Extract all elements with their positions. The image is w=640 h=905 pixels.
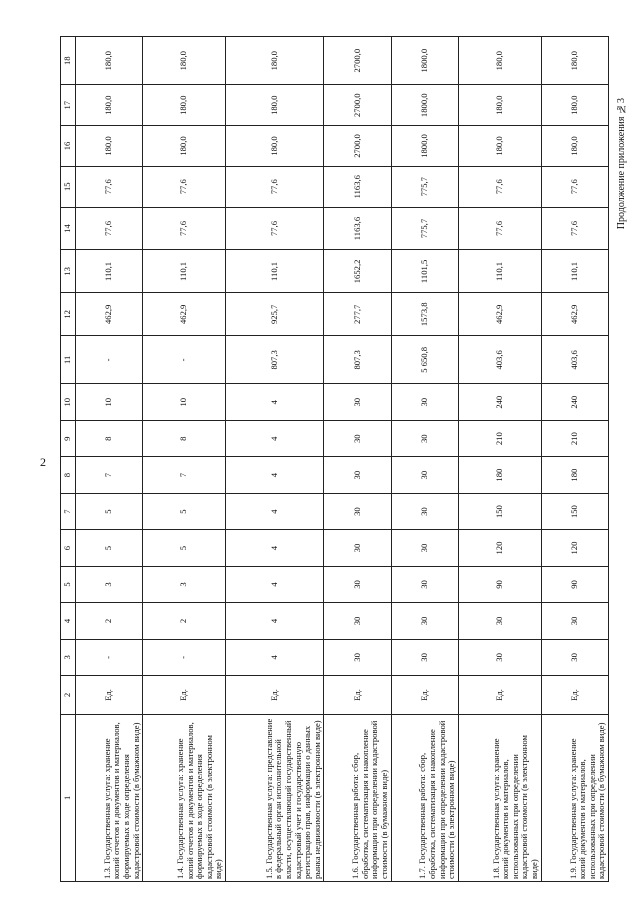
row-name-cell: 1.6. Государственная работа: сбор, обработка, систематизация и накопление информации при определении кадастровой стоимости (в бумажном виде): [324, 714, 391, 881]
table-row: [76, 37, 143, 882]
table-cell: 240: [458, 384, 541, 420]
table-cell: 77,6: [458, 207, 541, 250]
table-cell: 110,1: [76, 250, 143, 293]
table-cell: 77,6: [226, 207, 324, 250]
row-name-cell: 1.7. Государственная работа: сбор, обработка, систематизация и накопление информации при определении кадастровой стоимости (в электронном виде): [391, 714, 458, 881]
table-cell: 30: [391, 457, 458, 493]
table-cell: Ед.: [76, 676, 143, 715]
table-cell: 150: [541, 493, 608, 529]
table-cell: 10: [76, 384, 143, 420]
row-name-cell: 1.9. Государственная услуга: хранение копий документов и материалов, использованных при определении кадастровой стоимости (в бумажном виде): [541, 714, 608, 881]
table-cell: 462,9: [76, 293, 143, 336]
table-cell: 2: [143, 603, 226, 639]
table-cell: 30: [391, 566, 458, 602]
table-cell: 4: [226, 639, 324, 675]
table-cell: -: [143, 336, 226, 384]
table-cell: 180,0: [541, 85, 608, 126]
table-cell: 110,1: [143, 250, 226, 293]
table-cell: 2700,0: [324, 85, 391, 126]
table-cell: 30: [541, 603, 608, 639]
row-name-cell: 1.8. Государственная услуга: хранение копий документов и материалов, использованных при определении кадастровой стоимости (в электронном виде): [458, 714, 541, 881]
column-header: 13: [61, 250, 76, 293]
table-cell: 1163,6: [324, 207, 391, 250]
table-cell: 180,0: [226, 85, 324, 126]
table-cell: -: [76, 639, 143, 675]
table-cell: 77,6: [76, 166, 143, 207]
table-cell: 77,6: [458, 166, 541, 207]
table-cell: 7: [76, 457, 143, 493]
table-cell: 3: [76, 566, 143, 602]
table-cell: 30: [324, 420, 391, 456]
table-cell: 30: [541, 639, 608, 675]
table-cell: 462,9: [458, 293, 541, 336]
table-row: [391, 37, 458, 882]
table-cell: 90: [541, 566, 608, 602]
table-cell: 403,6: [458, 336, 541, 384]
table-cell: 5: [76, 493, 143, 529]
table-cell: 462,9: [541, 293, 608, 336]
table-cell: 5 650,8: [391, 336, 458, 384]
table-cell: 210: [541, 420, 608, 456]
table-cell: 180,0: [143, 126, 226, 167]
table-cell: 5: [143, 530, 226, 566]
table-cell: 180,0: [76, 37, 143, 85]
table-cell: 8: [76, 420, 143, 456]
table-cell: 180,0: [541, 37, 608, 85]
table-cell: 180,0: [226, 37, 324, 85]
table-row: [226, 37, 324, 882]
column-header: 10: [61, 384, 76, 420]
column-header: 15: [61, 166, 76, 207]
table-cell: Ед.: [541, 676, 608, 715]
table-cell: 8: [143, 420, 226, 456]
table-cell: 77,6: [76, 207, 143, 250]
table-cell: 10: [143, 384, 226, 420]
column-header: 16: [61, 126, 76, 167]
table-cell: 4: [226, 457, 324, 493]
table-cell: 110,1: [541, 250, 608, 293]
table-cell: 77,6: [541, 207, 608, 250]
table-cell: 30: [458, 603, 541, 639]
table-row: [458, 37, 541, 882]
table-cell: 3: [143, 566, 226, 602]
table-cell: Ед.: [458, 676, 541, 715]
table-cell: 4: [226, 420, 324, 456]
table-cell: 30: [391, 420, 458, 456]
table-cell: 30: [324, 603, 391, 639]
column-header: 9: [61, 420, 76, 456]
table-cell: 77,6: [143, 207, 226, 250]
table-cell: 4: [226, 530, 324, 566]
table-cell: 180,0: [226, 126, 324, 167]
table-row: [324, 37, 391, 882]
column-header: 5: [61, 566, 76, 602]
row-name-cell: 1.5. Государственная услуга: представление в федеральный орган исполнительной власти, осуществляющий государственный кадастровый учет и государственную регистрацию прав, информации о данных рынка недвижимости (в электронном виде): [226, 714, 324, 881]
table-cell: 1652,2: [324, 250, 391, 293]
table-cell: 180,0: [143, 37, 226, 85]
table-cell: 1163,6: [324, 166, 391, 207]
column-header: 2: [61, 676, 76, 715]
table-row: [143, 37, 226, 882]
column-header: 3: [61, 639, 76, 675]
table-cell: 180,0: [76, 85, 143, 126]
table-cell: 807,3: [324, 336, 391, 384]
table-cell: 210: [458, 420, 541, 456]
column-header: 6: [61, 530, 76, 566]
column-header: 18: [61, 37, 76, 85]
table-cell: 1800,0: [391, 126, 458, 167]
table-cell: 4: [226, 603, 324, 639]
table-body: [76, 37, 609, 882]
table-cell: 180,0: [76, 126, 143, 167]
table-cell: 2700,0: [324, 126, 391, 167]
column-header: 11: [61, 336, 76, 384]
table-cell: 1800,0: [391, 85, 458, 126]
data-table: [60, 36, 609, 882]
table-cell: Ед.: [391, 676, 458, 715]
column-header: 7: [61, 493, 76, 529]
table-cell: 4: [226, 384, 324, 420]
table-cell: 5: [76, 530, 143, 566]
table-cell: 5: [143, 493, 226, 529]
table-cell: 4: [226, 493, 324, 529]
column-header: 8: [61, 457, 76, 493]
column-header: 12: [61, 293, 76, 336]
table-cell: 4: [226, 566, 324, 602]
table-row: [541, 37, 608, 882]
table-header-row: [61, 37, 76, 882]
table-cell: 150: [458, 493, 541, 529]
column-header: 4: [61, 603, 76, 639]
table-cell: 403,6: [541, 336, 608, 384]
table-cell: 180: [541, 457, 608, 493]
row-name-cell: 1.3. Государственная услуга: хранение копий отчетов и документов и материалов, формируемых в ходе определения кадастровой стоимости (в бумажном виде): [76, 714, 143, 881]
table-cell: Ед.: [226, 676, 324, 715]
column-header: 17: [61, 85, 76, 126]
table-cell: 30: [324, 566, 391, 602]
table-cell: 30: [458, 639, 541, 675]
table-cell: 775,7: [391, 166, 458, 207]
page-number: 2: [40, 455, 46, 469]
table-cell: 30: [391, 384, 458, 420]
table-cell: 30: [391, 493, 458, 529]
table-cell: 110,1: [458, 250, 541, 293]
table-cell: 1573,8: [391, 293, 458, 336]
appendix-note: Продолжение приложения №3: [616, 98, 627, 230]
table-cell: 180,0: [541, 126, 608, 167]
table-cell: Ед.: [143, 676, 226, 715]
table-cell: 775,7: [391, 207, 458, 250]
table-cell: 925,7: [226, 293, 324, 336]
table-cell: 77,6: [226, 166, 324, 207]
row-name-cell: 1.4. Государственная услуга: хранение копий отчетов и документов и материалов, формируемых в ходе определения кадастровой стоимости (в электронном виде): [143, 714, 226, 881]
table-cell: 77,6: [541, 166, 608, 207]
column-header: 14: [61, 207, 76, 250]
table-cell: 30: [324, 384, 391, 420]
table-cell: 110,1: [226, 250, 324, 293]
table-cell: 807,3: [226, 336, 324, 384]
table-cell: 30: [324, 457, 391, 493]
table-cell: 277,7: [324, 293, 391, 336]
table-cell: 462,9: [143, 293, 226, 336]
table-cell: 30: [391, 603, 458, 639]
rotated-table-wrapper: [60, 36, 609, 882]
table-cell: 180,0: [458, 85, 541, 126]
table-cell: Ед.: [324, 676, 391, 715]
table-cell: 180,0: [458, 37, 541, 85]
table-cell: 180: [458, 457, 541, 493]
table-cell: -: [76, 336, 143, 384]
table-cell: 30: [324, 493, 391, 529]
table-cell: 30: [324, 530, 391, 566]
table-cell: 2700,0: [324, 37, 391, 85]
table-cell: 30: [324, 639, 391, 675]
table-cell: 77,6: [143, 166, 226, 207]
column-header: 1: [61, 714, 76, 881]
table-cell: 180,0: [143, 85, 226, 126]
table-cell: 2: [76, 603, 143, 639]
table-cell: -: [143, 639, 226, 675]
table-cell: 120: [541, 530, 608, 566]
table-cell: 30: [391, 639, 458, 675]
table-cell: 240: [541, 384, 608, 420]
table-cell: 30: [391, 530, 458, 566]
table-cell: 7: [143, 457, 226, 493]
table-cell: 180,0: [458, 126, 541, 167]
table-cell: 1101,5: [391, 250, 458, 293]
table-cell: 1800,0: [391, 37, 458, 85]
table-cell: 120: [458, 530, 541, 566]
table-cell: 90: [458, 566, 541, 602]
